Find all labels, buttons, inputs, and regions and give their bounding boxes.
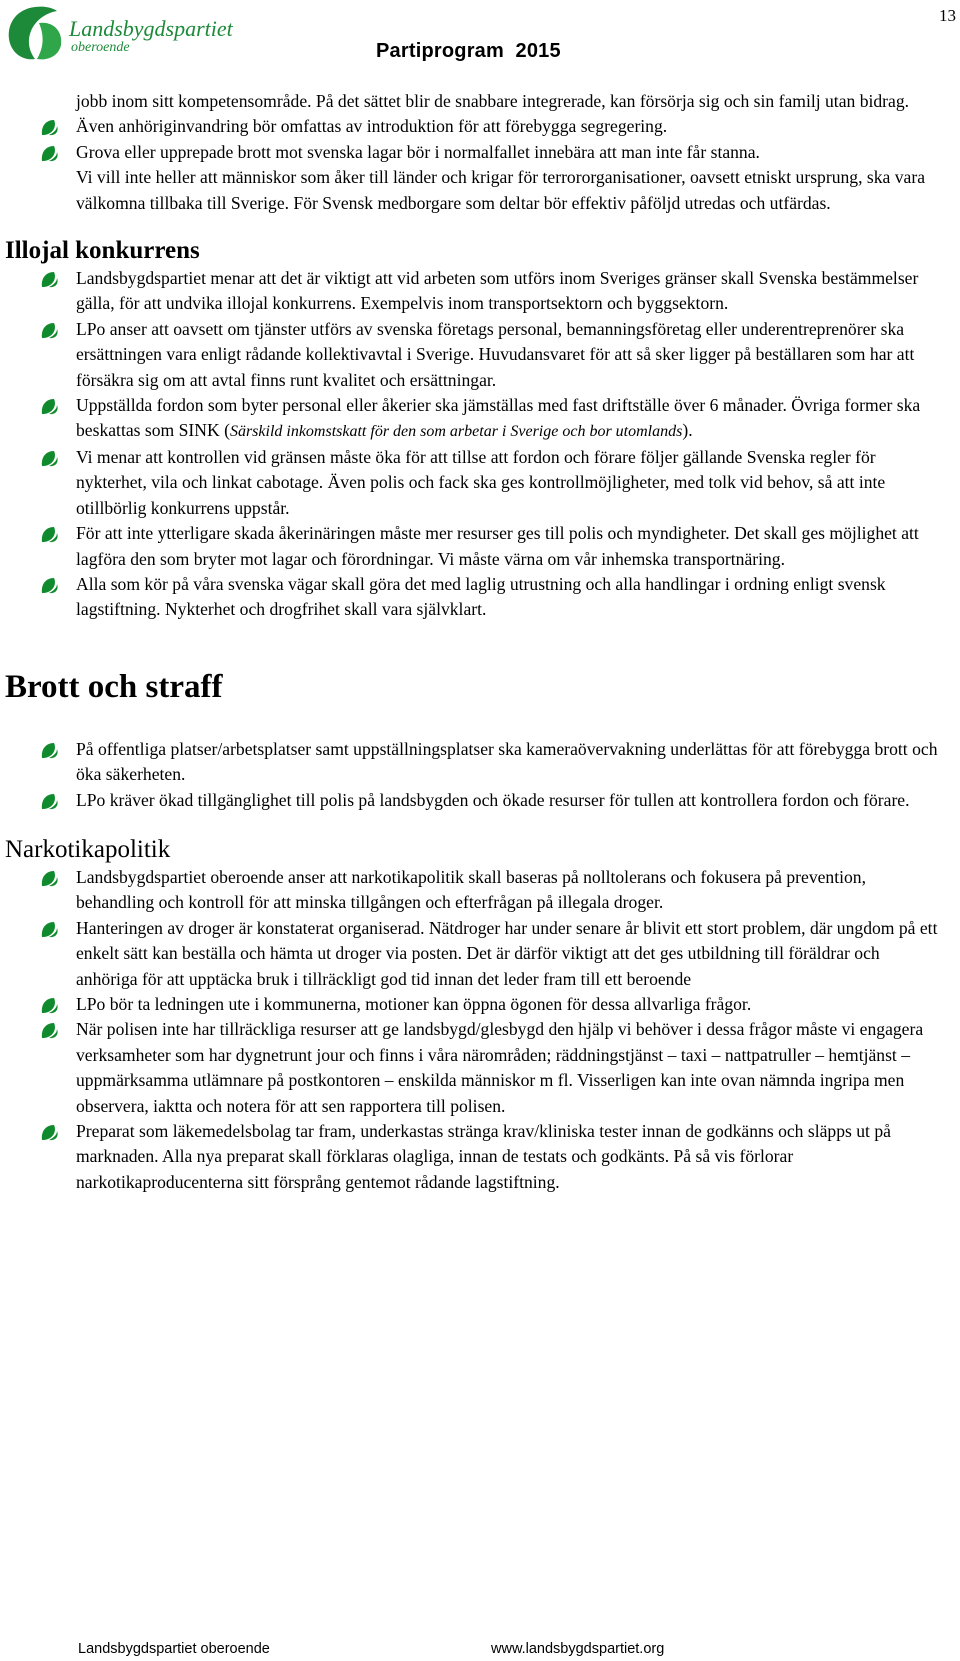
party-logo [5,3,233,65]
list-item [0,521,945,572]
leaf-bullet-icon [40,869,59,888]
document-title: Partiprogram 2015 [376,40,561,62]
leaf-bullet-icon [40,525,59,544]
list-item [0,737,945,788]
page-content [0,89,945,1195]
list-item [0,114,945,139]
list-item-text: Uppställda fordon som byter personal eller åkerier ska jämställas med fast driftställe över 6 månader. Övriga former ska beskattas som SINK ( [76,395,921,441]
list-item [0,992,945,1017]
leaf-bullet-icon [40,144,59,163]
leaf-bullet-icon [40,397,59,416]
leaf-bullet-icon [40,118,59,137]
list-item [0,572,945,623]
leaf-logo-icon [5,3,65,63]
list-item [0,317,945,393]
continuation-paragraph: jobb inom sitt kompetensområde. På det sättet blir de snabbare integrerade, kan försörja sig och sin familj utan bidrag. [76,91,910,111]
leaf-bullet-icon [40,321,59,340]
leaf-bullet-icon [40,576,59,595]
list-item [0,865,945,916]
leaf-bullet-icon [40,270,59,289]
section-heading-brott-och-straff: Brott och straff [5,668,223,705]
list-item [0,445,945,521]
leaf-bullet-icon [40,1021,59,1040]
list-item [0,916,945,992]
list-item-text: LPo anser att oavsett om tjänster utförs av svenska företags personal, bemanningsföretag eller underentreprenörer ska ersättningen vara enligt rådande kollektivavtal i Sverige. Huvudansvaret för att så sker ligger på beställaren som har att försäkra sig om att avtal finns runt kvalitet och ersättningar. [76,318,915,390]
list-item-text: LPo kräver ökad tillgänglighet till polis på landsbygden och ökade resurser för tullen att kontrollera fordon och förare. [76,789,910,810]
paragraph: Vi vill inte heller att människor som åker till länder och krigar för terrororganisationer, oavsett etniskt ursprung, ska vara välkomna tillbaka till Sverige. För Svensk medborgare som deltar bör effektiv påföljd utredas och utfärdas. [76,167,926,213]
list-item [0,140,945,165]
leaf-bullet-icon [40,792,59,811]
leaf-bullet-icon [40,920,59,939]
list-item [0,1017,945,1119]
logo-wordmark [69,17,233,55]
list-item-text-end: ). [682,420,693,441]
leaf-bullet-icon [40,1123,59,1142]
list-item [0,266,945,317]
page-number: 13 [939,6,956,25]
leaf-bullet-icon [40,996,59,1015]
leaf-bullet-icon [40,741,59,760]
list-item [0,1119,945,1195]
list-item-text: Grova eller upprepade brott mot svenska lagar bör i normalfallet innebära att man inte får stanna. [76,141,760,162]
section-heading-illojal-konkurrens: Illojal konkurrens [5,237,200,265]
footer-party-name: Landsbygdspartiet oberoende [78,1641,270,1657]
list-item-italic-text: Särskild inkomstskatt för den som arbetar i Sverige och bor utomlands [229,423,683,441]
list-item [0,393,945,445]
footer-website-link[interactable]: www.landsbygdspartiet.org [491,1641,665,1657]
list-item [0,788,945,813]
list-item-text: När polisen inte har tillräckliga resurser att ge landsbygd/glesbygd den hjälp vi behöver i dessa frågor måste vi engagera verksamheter som har dygnetrunt jour och finns i våra närområden; räddningstjänst – taxi – nattpatruller – hemtjänst – uppmärksamma utlämnare på postkontoren – enskilda människor m fl. Visserligen kan inte ovan nämnda ingripa men observera, iaktta och notera för att sen rapportera till polisen. [76,1019,924,1116]
list-item-text: För att inte ytterligare skada åkerinäringen måste mer resurser ges till polis och myndigheter. Det skall ges möjlighet att lagföra den som bryter mot lagar och förordningar. Vi måste värna om vår inhemska transportnäring. [76,523,919,569]
list-item-text: Landsbygdspartiet oberoende anser att narkotikapolitik skall baseras på nolltolerans och fokusera på prevention, behandling och kontroll för att minska tillgången och efterfrågan på illegala droger. [76,866,867,913]
leaf-bullet-icon [40,449,59,468]
list-item-text: Hanteringen av droger är konstaterat organiserad. Nätdroger har under senare år blivit ett stort problem, där ungdom på ett enkelt sätt kan beställa och hämta ut droger via posten. Det är därför viktigt att det ges utbildning till föräldrar och anhöriga för att upptäcka bruk i tillräckligt god tid innan det leder fram till ett beroende [76,917,938,989]
logo-name: Landsbygdspartiet [69,16,233,41]
logo-subtitle: oberoende [71,40,130,55]
list-item-text: Landsbygdspartiet menar att det är viktigt att vid arbeten som utförs inom Sveriges gränser skall Svenska bestämmelser gälla, för att undvika illojal konkurrens. Exempelvis inom transportsektorn och byggsektorn. [76,268,919,314]
list-item-text: Även anhöriginvandring bör omfattas av introduktion för att förebygga segregering. [76,116,668,137]
list-item-text: På offentliga platser/arbetsplatser samt uppställningsplatser ska kameraövervakning underlättas för att förebygga brott och öka säkerheten. [76,738,938,785]
list-item-text: Alla som kör på våra svenska vägar skall göra det med laglig utrustning och alla handlingar i ordning enligt svensk lagstiftning. Nykterhet och drogfrihet skall vara självklart. [76,573,886,620]
list-item-text: LPo bör ta ledningen ute i kommunerna, motioner kan öppna ögonen för dessa allvarliga frågor. [76,993,752,1014]
list-item-text: Vi menar att kontrollen vid gränsen måste öka för att tillse att fordon och förare följer gällande Svenska regler för nykterhet, vila och linkat cabotage. Även polis och fack ska ges kontrollmöjligheter, med tolk vid behov, så att inte otillbörlig konkurrens uppstår. [76,446,886,518]
section-heading-narkotikapolitik: Narkotikapolitik [5,835,171,863]
list-item-text: Preparat som läkemedelsbolag tar fram, underkastas stränga krav/kliniska tester innan de godkänns och släpps ut på marknaden. Alla nya preparat skall förklaras olagliga, innan de testats och godkänts. På så vis förlorar narkotikaproducenterna sitt försprång gentemot rådande lagstiftning. [76,1121,891,1192]
